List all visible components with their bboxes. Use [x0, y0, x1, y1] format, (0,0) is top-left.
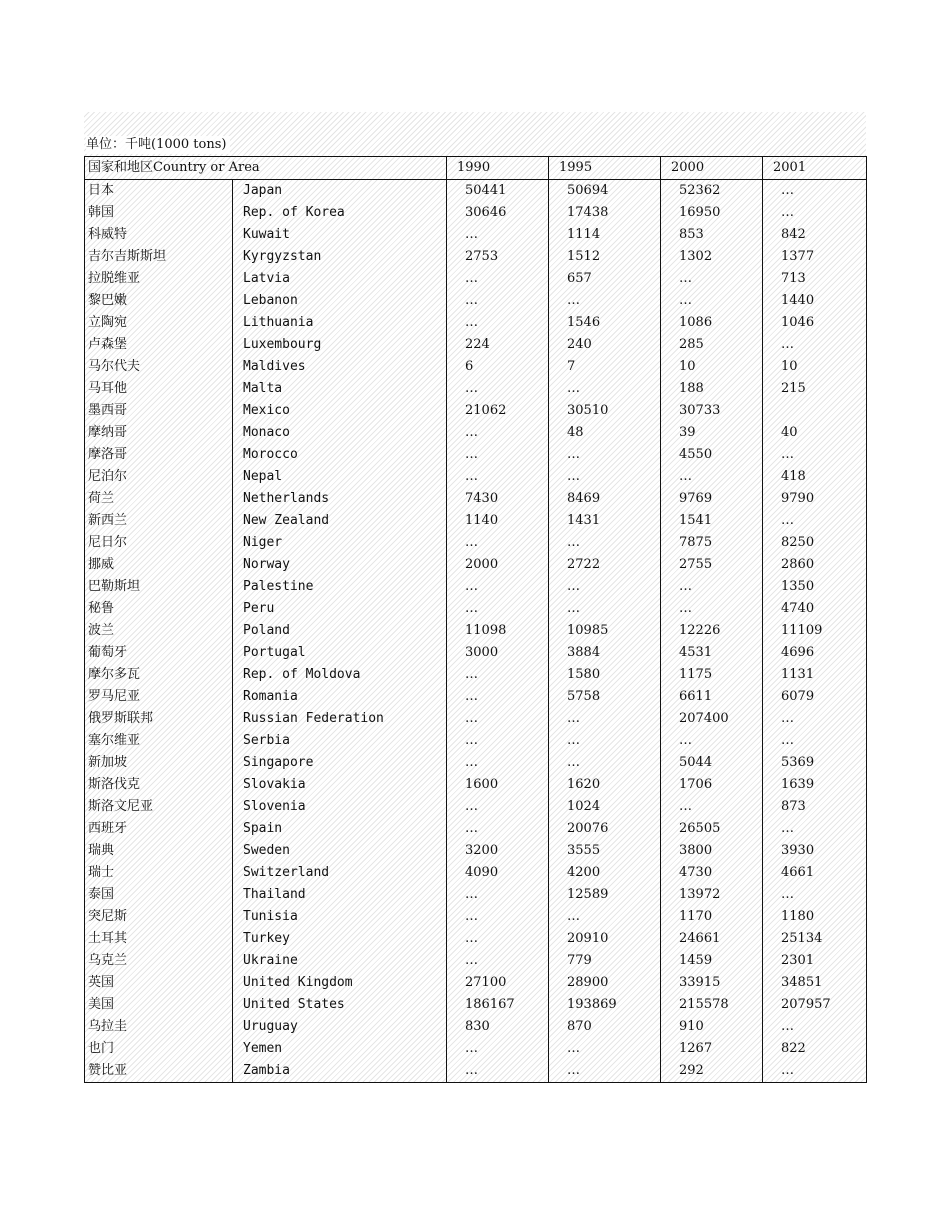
country-name-english: Niger [233, 532, 447, 554]
country-name-chinese: 巴勒斯坦 [85, 576, 233, 598]
value-2001: 1131 [763, 664, 867, 686]
value-1995: 870 [549, 1016, 661, 1038]
value-1990: 3200 [447, 840, 549, 862]
value-1995: … [549, 752, 661, 774]
value-1995: 17438 [549, 202, 661, 224]
country-name-chinese: 泰国 [85, 884, 233, 906]
value-2000: 10 [661, 356, 763, 378]
country-name-chinese: 西班牙 [85, 818, 233, 840]
table-row [85, 290, 867, 312]
table-row [85, 268, 867, 290]
table-row [85, 246, 867, 268]
value-1990: … [447, 290, 549, 312]
value-1995: 3884 [549, 642, 661, 664]
header-country-or-area: 国家和地区Country or Area [85, 157, 447, 180]
value-2001: … [763, 884, 867, 906]
country-name-chinese: 马耳他 [85, 378, 233, 400]
value-2000: … [661, 598, 763, 620]
value-1995: 1114 [549, 224, 661, 246]
country-name-english: Turkey [233, 928, 447, 950]
value-1995: 20076 [549, 818, 661, 840]
table-row [85, 202, 867, 224]
table-row [85, 576, 867, 598]
country-name-chinese: 乌克兰 [85, 950, 233, 972]
value-2000: 33915 [661, 972, 763, 994]
country-name-english: Tunisia [233, 906, 447, 928]
value-2000: 6611 [661, 686, 763, 708]
country-name-chinese: 尼日尔 [85, 532, 233, 554]
value-1990: 6 [447, 356, 549, 378]
value-1995: … [549, 1060, 661, 1083]
value-2001: … [763, 708, 867, 730]
country-name-chinese: 葡萄牙 [85, 642, 233, 664]
table-row [85, 686, 867, 708]
country-name-english: New Zealand [233, 510, 447, 532]
statistics-table [84, 156, 867, 1083]
table-row [85, 224, 867, 246]
value-2001: … [763, 334, 867, 356]
value-1995: … [549, 290, 661, 312]
country-name-chinese: 韩国 [85, 202, 233, 224]
value-1990: 224 [447, 334, 549, 356]
value-1990: … [447, 906, 549, 928]
value-2001: 2860 [763, 554, 867, 576]
country-name-chinese: 俄罗斯联邦 [85, 708, 233, 730]
country-name-chinese: 荷兰 [85, 488, 233, 510]
value-1990: … [447, 928, 549, 950]
value-2000: 13972 [661, 884, 763, 906]
country-name-chinese: 秘鲁 [85, 598, 233, 620]
value-1990: … [447, 796, 549, 818]
value-1990: … [447, 950, 549, 972]
table-row [85, 466, 867, 488]
country-name-english: Portugal [233, 642, 447, 664]
country-name-chinese: 吉尔吉斯斯坦 [85, 246, 233, 268]
value-1990: … [447, 752, 549, 774]
value-2001: … [763, 510, 867, 532]
country-name-chinese: 立陶宛 [85, 312, 233, 334]
value-2000: … [661, 290, 763, 312]
table-row [85, 774, 867, 796]
value-2000: 1086 [661, 312, 763, 334]
value-1995: … [549, 1038, 661, 1060]
value-2001: … [763, 180, 867, 203]
country-name-chinese: 摩洛哥 [85, 444, 233, 466]
table-row [85, 356, 867, 378]
value-2000: 1541 [661, 510, 763, 532]
country-name-english: Kuwait [233, 224, 447, 246]
value-1990: … [447, 378, 549, 400]
value-2001: 4661 [763, 862, 867, 884]
country-name-english: Morocco [233, 444, 447, 466]
value-2000: 3800 [661, 840, 763, 862]
table-row [85, 818, 867, 840]
value-2000: … [661, 796, 763, 818]
value-2000: 1267 [661, 1038, 763, 1060]
value-2001: … [763, 444, 867, 466]
country-name-chinese: 也门 [85, 1038, 233, 1060]
value-1995: 657 [549, 268, 661, 290]
table-row [85, 752, 867, 774]
country-name-english: Rep. of Korea [233, 202, 447, 224]
country-name-chinese: 新加坡 [85, 752, 233, 774]
country-name-english: Lithuania [233, 312, 447, 334]
value-1995: 1024 [549, 796, 661, 818]
country-name-chinese: 突尼斯 [85, 906, 233, 928]
country-name-english: Luxembourg [233, 334, 447, 356]
value-1990: … [447, 664, 549, 686]
country-name-english: Serbia [233, 730, 447, 752]
header-year-1995: 1995 [549, 157, 661, 180]
table-row [85, 400, 867, 422]
country-name-english: Spain [233, 818, 447, 840]
value-2001: 207957 [763, 994, 867, 1016]
value-1995: … [549, 576, 661, 598]
value-2001: 11109 [763, 620, 867, 642]
value-2001: 873 [763, 796, 867, 818]
value-1995: … [549, 532, 661, 554]
value-2001: 1180 [763, 906, 867, 928]
table-row [85, 928, 867, 950]
value-1995: … [549, 378, 661, 400]
value-2001: 418 [763, 466, 867, 488]
country-name-english: United States [233, 994, 447, 1016]
country-name-english: Sweden [233, 840, 447, 862]
country-name-chinese: 科威特 [85, 224, 233, 246]
value-1995: 779 [549, 950, 661, 972]
country-name-english: Lebanon [233, 290, 447, 312]
country-name-english: Norway [233, 554, 447, 576]
table-row [85, 1016, 867, 1038]
value-2000: 285 [661, 334, 763, 356]
country-name-english: Yemen [233, 1038, 447, 1060]
value-1995: 1512 [549, 246, 661, 268]
value-2000: 12226 [661, 620, 763, 642]
value-1990: … [447, 444, 549, 466]
country-name-chinese: 拉脱维亚 [85, 268, 233, 290]
country-name-chinese: 英国 [85, 972, 233, 994]
country-name-english: Singapore [233, 752, 447, 774]
value-2000: 1302 [661, 246, 763, 268]
table-row [85, 444, 867, 466]
value-2000: 853 [661, 224, 763, 246]
value-2000: 1706 [661, 774, 763, 796]
table-row [85, 906, 867, 928]
value-1995: 2722 [549, 554, 661, 576]
value-2000: 1459 [661, 950, 763, 972]
table-row [85, 972, 867, 994]
value-2000: 5044 [661, 752, 763, 774]
value-1990: 30646 [447, 202, 549, 224]
value-1995: … [549, 730, 661, 752]
country-name-english: Latvia [233, 268, 447, 290]
country-name-chinese: 新西兰 [85, 510, 233, 532]
table-row [85, 334, 867, 356]
value-2001: 1377 [763, 246, 867, 268]
table-row [85, 664, 867, 686]
country-name-english: Uruguay [233, 1016, 447, 1038]
country-name-chinese: 日本 [85, 180, 233, 203]
value-2000: 52362 [661, 180, 763, 203]
value-2001: 1639 [763, 774, 867, 796]
value-1995: 1431 [549, 510, 661, 532]
value-1995: … [549, 444, 661, 466]
country-name-english: Kyrgyzstan [233, 246, 447, 268]
value-1990: … [447, 312, 549, 334]
value-2001: … [763, 730, 867, 752]
value-1995: 7 [549, 356, 661, 378]
value-2001: 2301 [763, 950, 867, 972]
table-row [85, 598, 867, 620]
value-1990: 50441 [447, 180, 549, 203]
value-2001: 842 [763, 224, 867, 246]
country-name-chinese: 塞尔维亚 [85, 730, 233, 752]
table-row [85, 510, 867, 532]
value-1995: 30510 [549, 400, 661, 422]
value-2001: 25134 [763, 928, 867, 950]
country-name-english: United Kingdom [233, 972, 447, 994]
value-1995: … [549, 466, 661, 488]
value-1990: 1600 [447, 774, 549, 796]
value-1995: 4200 [549, 862, 661, 884]
value-1990: … [447, 1060, 549, 1083]
value-1990: 11098 [447, 620, 549, 642]
country-name-english: Malta [233, 378, 447, 400]
value-2000: … [661, 576, 763, 598]
header-year-2000: 2000 [661, 157, 763, 180]
value-2000: 26505 [661, 818, 763, 840]
country-name-english: Palestine [233, 576, 447, 598]
country-name-chinese: 波兰 [85, 620, 233, 642]
table-body [85, 180, 867, 1083]
value-2001: 4696 [763, 642, 867, 664]
value-2000: … [661, 730, 763, 752]
country-name-english: Mexico [233, 400, 447, 422]
value-1990: … [447, 1038, 549, 1060]
value-2000: 1170 [661, 906, 763, 928]
table-row [85, 796, 867, 818]
country-name-english: Maldives [233, 356, 447, 378]
value-1995: … [549, 708, 661, 730]
header-row [85, 157, 867, 180]
table-row [85, 532, 867, 554]
header-year-2001: 2001 [763, 157, 867, 180]
value-1995: 28900 [549, 972, 661, 994]
table-row [85, 840, 867, 862]
table-row [85, 620, 867, 642]
value-2000: 1175 [661, 664, 763, 686]
value-2001: 1046 [763, 312, 867, 334]
value-1990: 2753 [447, 246, 549, 268]
table-row [85, 642, 867, 664]
value-1995: … [549, 598, 661, 620]
value-2000: … [661, 268, 763, 290]
table-header [85, 157, 867, 180]
country-name-chinese: 瑞典 [85, 840, 233, 862]
value-2001: 4740 [763, 598, 867, 620]
country-name-english: Japan [233, 180, 447, 203]
country-name-english: Peru [233, 598, 447, 620]
value-1990: 3000 [447, 642, 549, 664]
value-2000: 24661 [661, 928, 763, 950]
value-2000: 4550 [661, 444, 763, 466]
value-2001: … [763, 1060, 867, 1083]
value-2001: 8250 [763, 532, 867, 554]
value-2001: 34851 [763, 972, 867, 994]
country-name-english: Ukraine [233, 950, 447, 972]
table-row [85, 950, 867, 972]
country-name-chinese: 挪威 [85, 554, 233, 576]
country-name-english: Poland [233, 620, 447, 642]
value-1990: 1140 [447, 510, 549, 532]
table-row [85, 994, 867, 1016]
value-1990: … [447, 466, 549, 488]
value-2001: 5369 [763, 752, 867, 774]
value-2000: 2755 [661, 554, 763, 576]
value-2001: … [763, 818, 867, 840]
value-2001: 713 [763, 268, 867, 290]
table-row [85, 1060, 867, 1083]
value-1995: 1620 [549, 774, 661, 796]
unit-label: 单位：千吨(1000 tons) [86, 136, 230, 154]
table-row [85, 862, 867, 884]
value-2001: 9790 [763, 488, 867, 510]
value-2000: … [661, 466, 763, 488]
country-name-chinese: 乌拉圭 [85, 1016, 233, 1038]
value-1990: … [447, 532, 549, 554]
value-2000: 4531 [661, 642, 763, 664]
value-1995: 3555 [549, 840, 661, 862]
country-name-english: Zambia [233, 1060, 447, 1083]
value-1990: 186167 [447, 994, 549, 1016]
value-2000: 39 [661, 422, 763, 444]
country-name-chinese: 摩纳哥 [85, 422, 233, 444]
table-row [85, 180, 867, 203]
value-1990: 7430 [447, 488, 549, 510]
value-1990: … [447, 818, 549, 840]
country-name-english: Russian Federation [233, 708, 447, 730]
value-1995: 240 [549, 334, 661, 356]
country-name-english: Rep. of Moldova [233, 664, 447, 686]
value-1995: 1580 [549, 664, 661, 686]
value-1990: 2000 [447, 554, 549, 576]
value-1995: 50694 [549, 180, 661, 203]
country-name-chinese: 马尔代夫 [85, 356, 233, 378]
value-2001: 6079 [763, 686, 867, 708]
value-2000: 910 [661, 1016, 763, 1038]
country-name-english: Monaco [233, 422, 447, 444]
country-name-chinese: 美国 [85, 994, 233, 1016]
value-1995: 48 [549, 422, 661, 444]
value-2001: 215 [763, 378, 867, 400]
value-1990: 830 [447, 1016, 549, 1038]
country-name-chinese: 土耳其 [85, 928, 233, 950]
country-name-english: Thailand [233, 884, 447, 906]
value-1990: 4090 [447, 862, 549, 884]
country-name-english: Slovakia [233, 774, 447, 796]
value-2001: 40 [763, 422, 867, 444]
value-2000: 292 [661, 1060, 763, 1083]
country-name-chinese: 黎巴嫩 [85, 290, 233, 312]
country-name-english: Switzerland [233, 862, 447, 884]
value-2001: 1440 [763, 290, 867, 312]
value-2001 [763, 400, 867, 422]
value-1995: 12589 [549, 884, 661, 906]
value-1990: … [447, 686, 549, 708]
value-2000: 215578 [661, 994, 763, 1016]
value-2000: 16950 [661, 202, 763, 224]
country-name-english: Nepal [233, 466, 447, 488]
table-row [85, 884, 867, 906]
value-2000: 4730 [661, 862, 763, 884]
value-2000: 7875 [661, 532, 763, 554]
country-name-chinese: 斯洛伐克 [85, 774, 233, 796]
value-1995: … [549, 906, 661, 928]
value-1990: … [447, 708, 549, 730]
table-row [85, 708, 867, 730]
value-1990: … [447, 224, 549, 246]
value-1990: … [447, 268, 549, 290]
value-2000: 207400 [661, 708, 763, 730]
country-name-chinese: 摩尔多瓦 [85, 664, 233, 686]
country-name-chinese: 墨西哥 [85, 400, 233, 422]
table-row [85, 422, 867, 444]
country-name-chinese: 赞比亚 [85, 1060, 233, 1083]
country-name-chinese: 瑞士 [85, 862, 233, 884]
header-year-1990: 1990 [447, 157, 549, 180]
value-1990: … [447, 598, 549, 620]
table-row [85, 378, 867, 400]
table-row [85, 730, 867, 752]
table-row [85, 554, 867, 576]
value-2000: 30733 [661, 400, 763, 422]
value-1990: 21062 [447, 400, 549, 422]
country-name-chinese: 罗马尼亚 [85, 686, 233, 708]
value-2001: … [763, 202, 867, 224]
value-2000: 188 [661, 378, 763, 400]
value-1995: 20910 [549, 928, 661, 950]
value-2001: 1350 [763, 576, 867, 598]
value-2001: 10 [763, 356, 867, 378]
value-1990: … [447, 884, 549, 906]
value-2001: … [763, 1016, 867, 1038]
value-1990: … [447, 422, 549, 444]
value-1995: 8469 [549, 488, 661, 510]
table-row [85, 488, 867, 510]
value-1995: 5758 [549, 686, 661, 708]
value-1990: 27100 [447, 972, 549, 994]
country-name-english: Netherlands [233, 488, 447, 510]
value-1995: 193869 [549, 994, 661, 1016]
value-2000: 9769 [661, 488, 763, 510]
country-name-english: Slovenia [233, 796, 447, 818]
country-name-english: Romania [233, 686, 447, 708]
table-row [85, 1038, 867, 1060]
value-1995: 1546 [549, 312, 661, 334]
value-2001: 3930 [763, 840, 867, 862]
value-2001: 822 [763, 1038, 867, 1060]
value-1990: … [447, 730, 549, 752]
table-row [85, 312, 867, 334]
country-name-chinese: 尼泊尔 [85, 466, 233, 488]
country-name-chinese: 卢森堡 [85, 334, 233, 356]
value-1990: … [447, 576, 549, 598]
country-name-chinese: 斯洛文尼亚 [85, 796, 233, 818]
value-1995: 10985 [549, 620, 661, 642]
